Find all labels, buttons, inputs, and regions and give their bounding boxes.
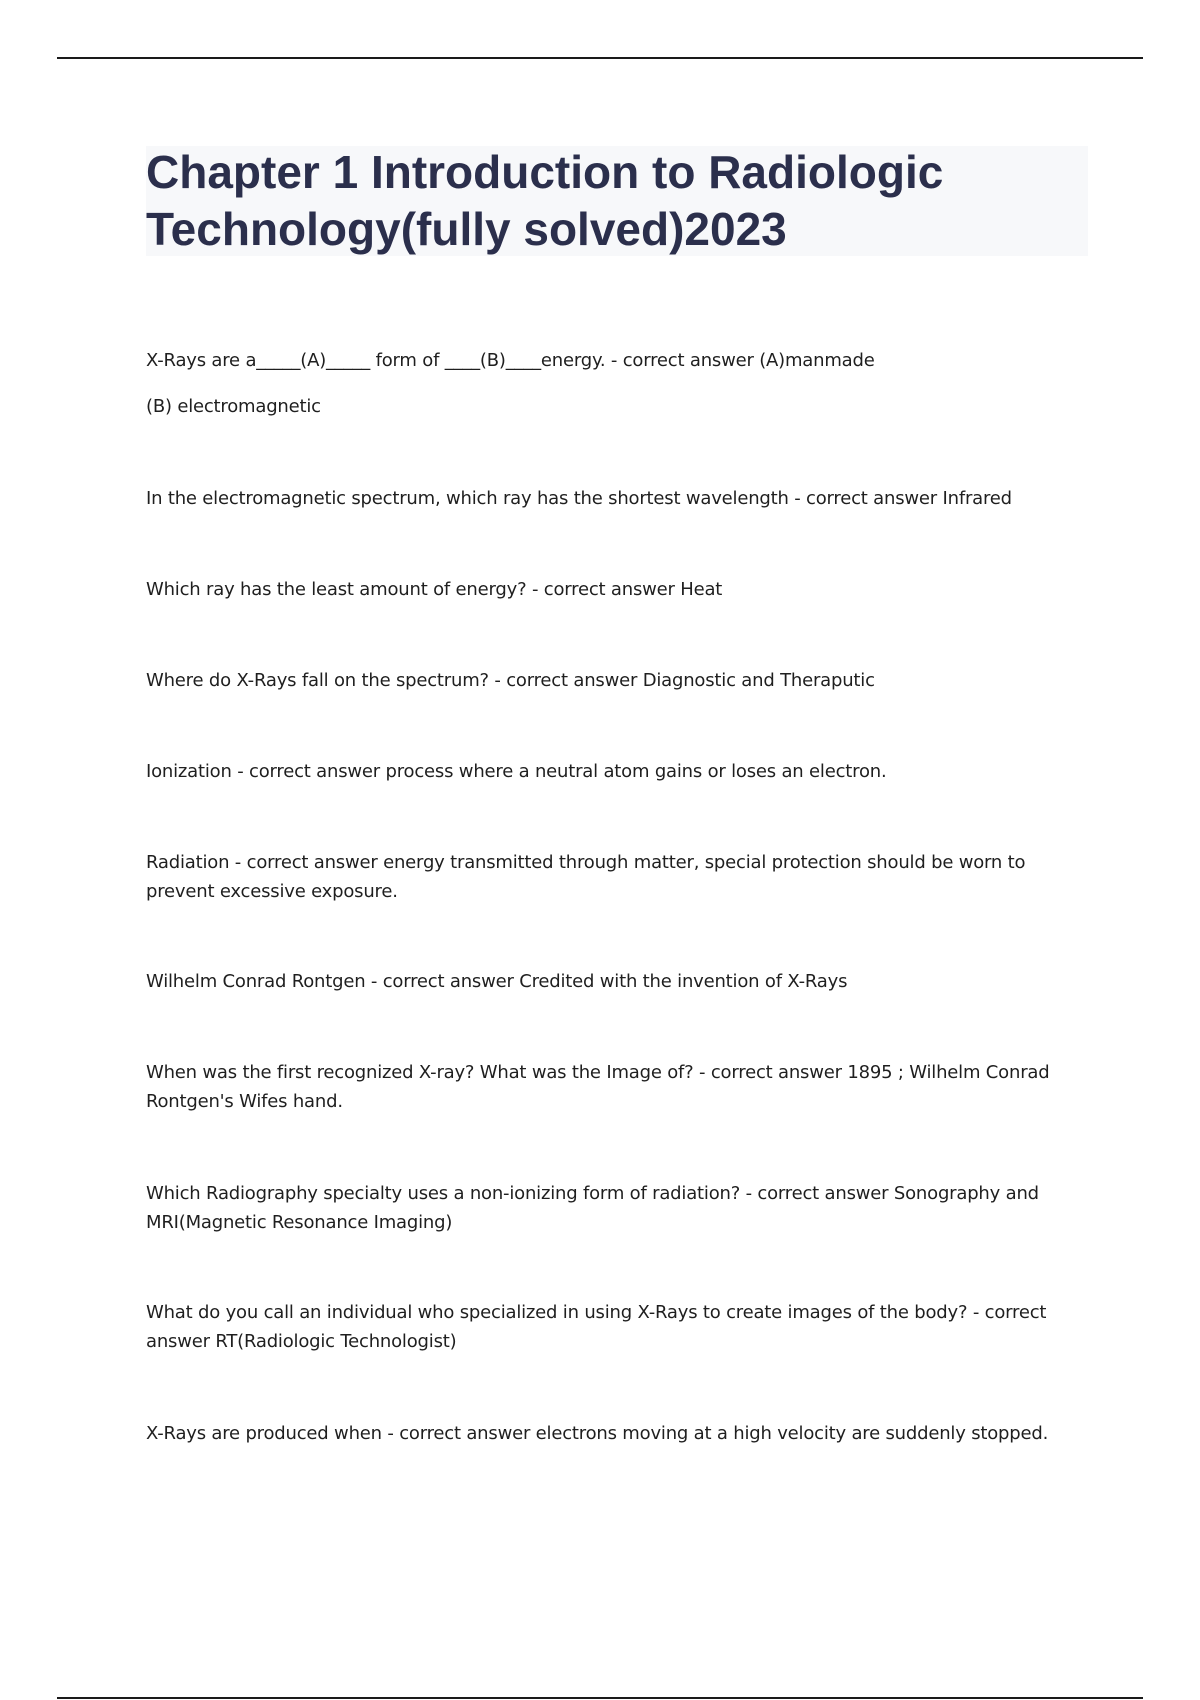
qa-item-8: When was the first recognized X-ray? What was the Image of? - correct answer 1895 ; Wilhelm Conrad Rontgen's Wifes hand.: [146, 1062, 1050, 1112]
qa-item-1-line-1: X-Rays are a_____(A)_____ form of ____(B)____energy. - correct answer (A)manmade: [146, 350, 875, 371]
qa-item-9: Which Radiography specialty uses a non-ionizing form of radiation? - correct answer Sonography and MRI(Magnetic Resonance Imaging): [146, 1183, 1039, 1233]
qa-item-1: [146, 346, 1076, 421]
qa-item-4: Where do X-Rays fall on the spectrum? - correct answer Diagnostic and Theraputic: [146, 670, 875, 691]
qa-item-1-line-2: (B) electromagnetic: [146, 396, 321, 417]
qa-item-3: Which ray has the least amount of energy? - correct answer Heat: [146, 579, 723, 600]
bottom-rule: [57, 1697, 1143, 1699]
qa-item-10: What do you call an individual who specialized in using X-Rays to create images of the body? - correct answer RT(Radiologic Technologist): [146, 1302, 1047, 1352]
qa-item-2: In the electromagnetic spectrum, which ray has the shortest wavelength - correct answer Infrared: [146, 488, 1012, 509]
qa-item-7: Wilhelm Conrad Rontgen - correct answer Credited with the invention of X-Rays: [146, 971, 848, 992]
qa-item-5: Ionization - correct answer process where a neutral atom gains or loses an electron.: [146, 761, 887, 782]
page-title: Chapter 1 Introduction to Radiologic Technology(fully solved)2023: [146, 146, 944, 255]
qa-item-11: X-Rays are produced when - correct answer electrons moving at a high velocity are suddenly stopped.: [146, 1423, 1049, 1444]
qa-item-6: Radiation - correct answer energy transmitted through matter, special protection should be worn to prevent excessive exposure.: [146, 852, 1026, 902]
top-rule: [57, 57, 1143, 59]
